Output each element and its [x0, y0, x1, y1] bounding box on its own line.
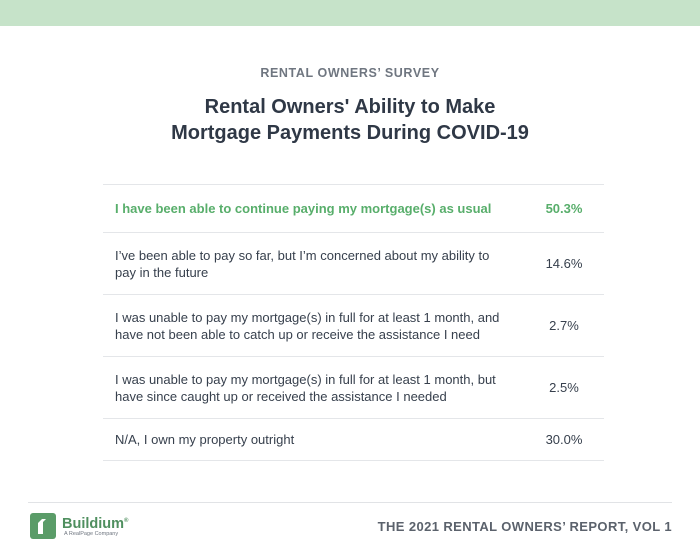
row-value: 30.0% [545, 432, 583, 447]
buildium-logo [30, 513, 128, 539]
registered-mark: ® [124, 517, 129, 524]
brand-subtitle: A RealPage Company [64, 531, 119, 538]
table-row [103, 185, 604, 233]
chart-title [0, 94, 700, 146]
row-label: N/A, I own my property outright [115, 432, 295, 447]
row-value: 2.7% [549, 318, 579, 333]
row-label: I was unable to pay my mortgage(s) in full for at least 1 month, but have since caught up or received the assistance I needed [115, 371, 496, 404]
row-label: I have been able to continue paying my mortgage(s) as usual [115, 201, 492, 216]
top-accent-band [0, 0, 700, 26]
row-label: I was unable to pay my mortgage(s) in full for at least 1 month, and have not been able to catch up or receive the assistance I need [115, 309, 500, 342]
row-value: 14.6% [545, 256, 583, 271]
footer-divider [28, 502, 672, 503]
row-value: 2.5% [549, 380, 579, 395]
logo-text [62, 514, 128, 539]
table-row [103, 233, 604, 295]
brand-name [62, 514, 128, 532]
row-value: 50.3% [545, 201, 583, 216]
chart-title-line-2: Mortgage Payments During COVID-19 [171, 122, 529, 144]
brand-name-text: Buildium [62, 515, 125, 532]
table-row [103, 295, 604, 357]
row-label: I’ve been able to pay so far, but I’m concerned about my ability to pay in the future [115, 247, 490, 280]
chart-title-line-1: Rental Owners' Ability to Make [204, 96, 496, 118]
survey-eyebrow: RENTAL OWNERS’ SURVEY [260, 66, 440, 80]
table-row [103, 357, 604, 419]
buildium-logo-icon [30, 513, 56, 539]
results-table [103, 184, 604, 461]
report-title: THE 2021 RENTAL OWNERS’ REPORT, VOL 1 [377, 519, 672, 534]
table-row [103, 419, 604, 461]
